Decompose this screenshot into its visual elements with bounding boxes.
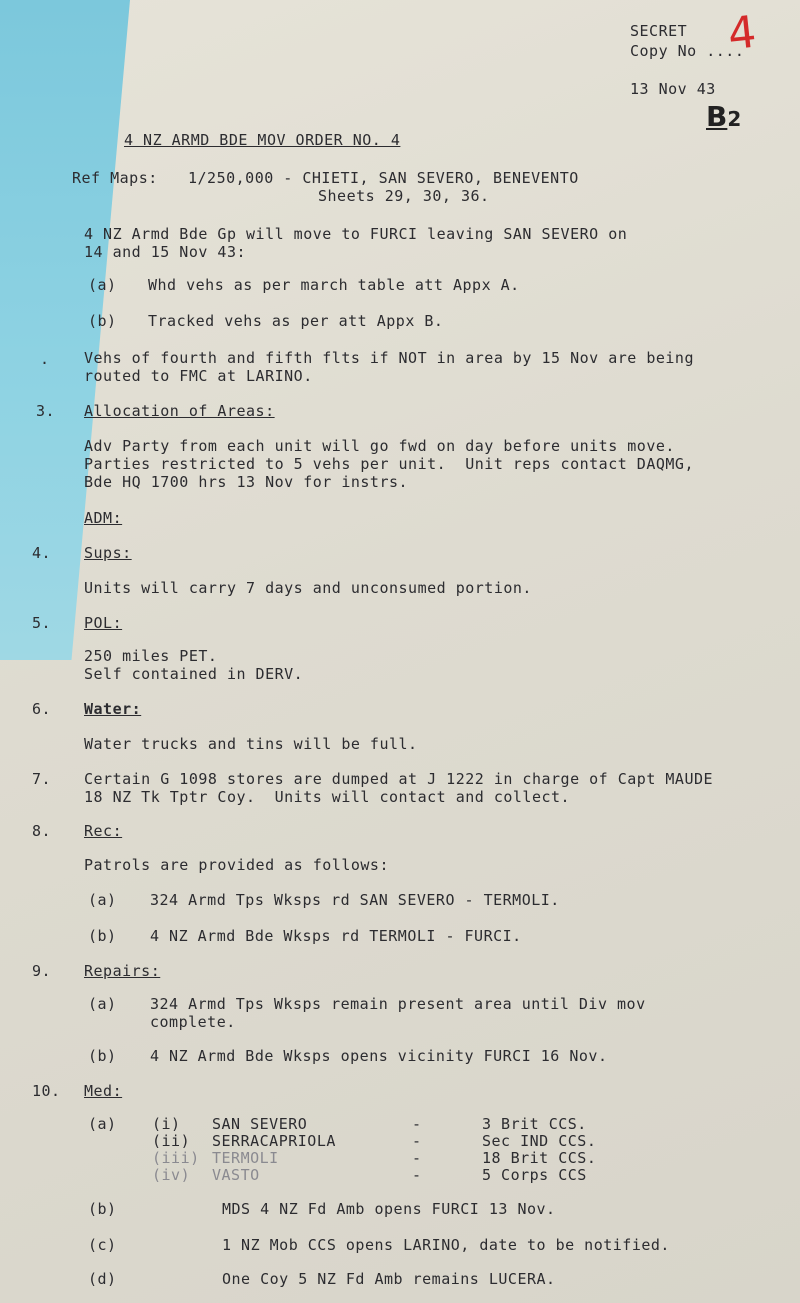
para6-text: Water trucks and tins will be full. [84,735,418,753]
para3-line1: Adv Party from each unit will go fwd on day before units move. [84,437,675,455]
para8-number: 8. [32,822,52,840]
para5-line2: Self contained in DERV. [84,665,304,683]
para1-a-text: Whd vehs as per march table att Appx A. [148,276,520,294]
para10-b-label: (b) [88,1200,117,1218]
para9-heading: Repairs: [84,962,161,980]
para2-line1: Vehs of fourth and fifth flts if NOT in area by 15 Nov are being [84,349,694,367]
para1-b-text: Tracked vehs as per att Appx B. [148,312,444,330]
para1-a-label: (a) [88,276,117,294]
med-row-unit: 5 Corps CCS [482,1166,587,1184]
para9-b-text: 4 NZ Armd Bde Wksps opens vicinity FURCI 16 Nov. [150,1047,608,1065]
para9-a-line2: complete. [150,1013,236,1031]
ref-maps-line2: Sheets 29, 30, 36. [318,187,490,205]
para9-number: 9. [32,962,52,980]
para2-number: . [40,350,50,368]
med-row-roman: (i) [152,1115,181,1133]
med-row-place: VASTO [212,1166,260,1184]
para10-heading: Med: [84,1082,123,1100]
para6-number: 6. [32,700,52,718]
med-row-dash: - [412,1132,422,1150]
para7-line2: 18 NZ Tk Tptr Coy. Units will contact and collect. [84,788,571,806]
med-row-dash: - [412,1166,422,1184]
para2-line2: routed to FMC at LARINO. [84,367,313,385]
para10-d-label: (d) [88,1270,117,1288]
para1-line1: 4 NZ Armd Bde Gp will move to FURCI leaving SAN SEVERO on [84,225,628,243]
para3-number: 3. [36,402,56,420]
archive-stamp: B2 [706,100,742,133]
para8-b-text: 4 NZ Armd Bde Wksps rd TERMOLI - FURCI. [150,927,522,945]
adm-heading: ADM: [84,509,123,527]
para10-number: 10. [32,1082,61,1100]
med-row-roman: (iv) [152,1166,191,1184]
med-row-dash: - [412,1149,422,1167]
para8-intro: Patrols are provided as follows: [84,856,389,874]
para6-heading: Water: [84,700,142,718]
para9-a-line1: 324 Armd Tps Wksps remain present area until Div mov [150,995,646,1013]
med-row-dash: - [412,1115,422,1133]
classification: SECRET [630,22,688,40]
para8-b-label: (b) [88,927,117,945]
para9-b-label: (b) [88,1047,117,1065]
para10-c-text: 1 NZ Mob CCS opens LARINO, date to be notified. [222,1236,670,1254]
med-row-unit: 3 Brit CCS. [482,1115,587,1133]
med-row-place: SERRACAPRIOLA [212,1132,336,1150]
para4-heading: Sups: [84,544,132,562]
para3-line2: Parties restricted to 5 vehs per unit. Unit reps contact DAQMG, [84,455,694,473]
med-row-place: SAN SEVERO [212,1115,308,1133]
para10-d-text: One Coy 5 NZ Fd Amb remains LUCERA. [222,1270,556,1288]
para1-b-label: (b) [88,312,117,330]
para1-line2: 14 and 15 Nov 43: [84,243,247,261]
copy-number-label: Copy No .... [630,42,745,60]
date: 13 Nov 43 [630,80,716,98]
para8-a-text: 324 Armd Tps Wksps rd SAN SEVERO - TERMOLI. [150,891,560,909]
para4-number: 4. [32,544,52,562]
para5-heading: POL: [84,614,123,632]
order-title: 4 NZ ARMD BDE MOV ORDER NO. 4 [124,131,401,149]
med-row-place: TERMOLI [212,1149,279,1167]
para7-line1: Certain G 1098 stores are dumped at J 1222 in charge of Capt MAUDE [84,770,714,788]
ref-maps-label: Ref Maps: [72,169,158,187]
ref-maps-line1: 1/250,000 - CHIETI, SAN SEVERO, BENEVENTO [188,169,579,187]
para10-b-text: MDS 4 NZ Fd Amb opens FURCI 13 Nov. [222,1200,556,1218]
para5-number: 5. [32,614,52,632]
para3-line3: Bde HQ 1700 hrs 13 Nov for instrs. [84,473,409,491]
med-row-roman: (ii) [152,1132,191,1150]
med-row-roman: (iii) [152,1149,200,1167]
para3-heading: Allocation of Areas: [84,402,275,420]
para5-line1: 250 miles PET. [84,647,218,665]
para10-c-label: (c) [88,1236,117,1254]
para8-heading: Rec: [84,822,123,840]
para9-a-label: (a) [88,995,117,1013]
para8-a-label: (a) [88,891,117,909]
para7-number: 7. [32,770,52,788]
med-row-unit: 18 Brit CCS. [482,1149,597,1167]
handwritten-copy-number: 4 [725,6,759,61]
para10-a-label: (a) [88,1115,117,1133]
para4-text: Units will carry 7 days and unconsumed portion. [84,579,532,597]
med-row-unit: Sec IND CCS. [482,1132,597,1150]
